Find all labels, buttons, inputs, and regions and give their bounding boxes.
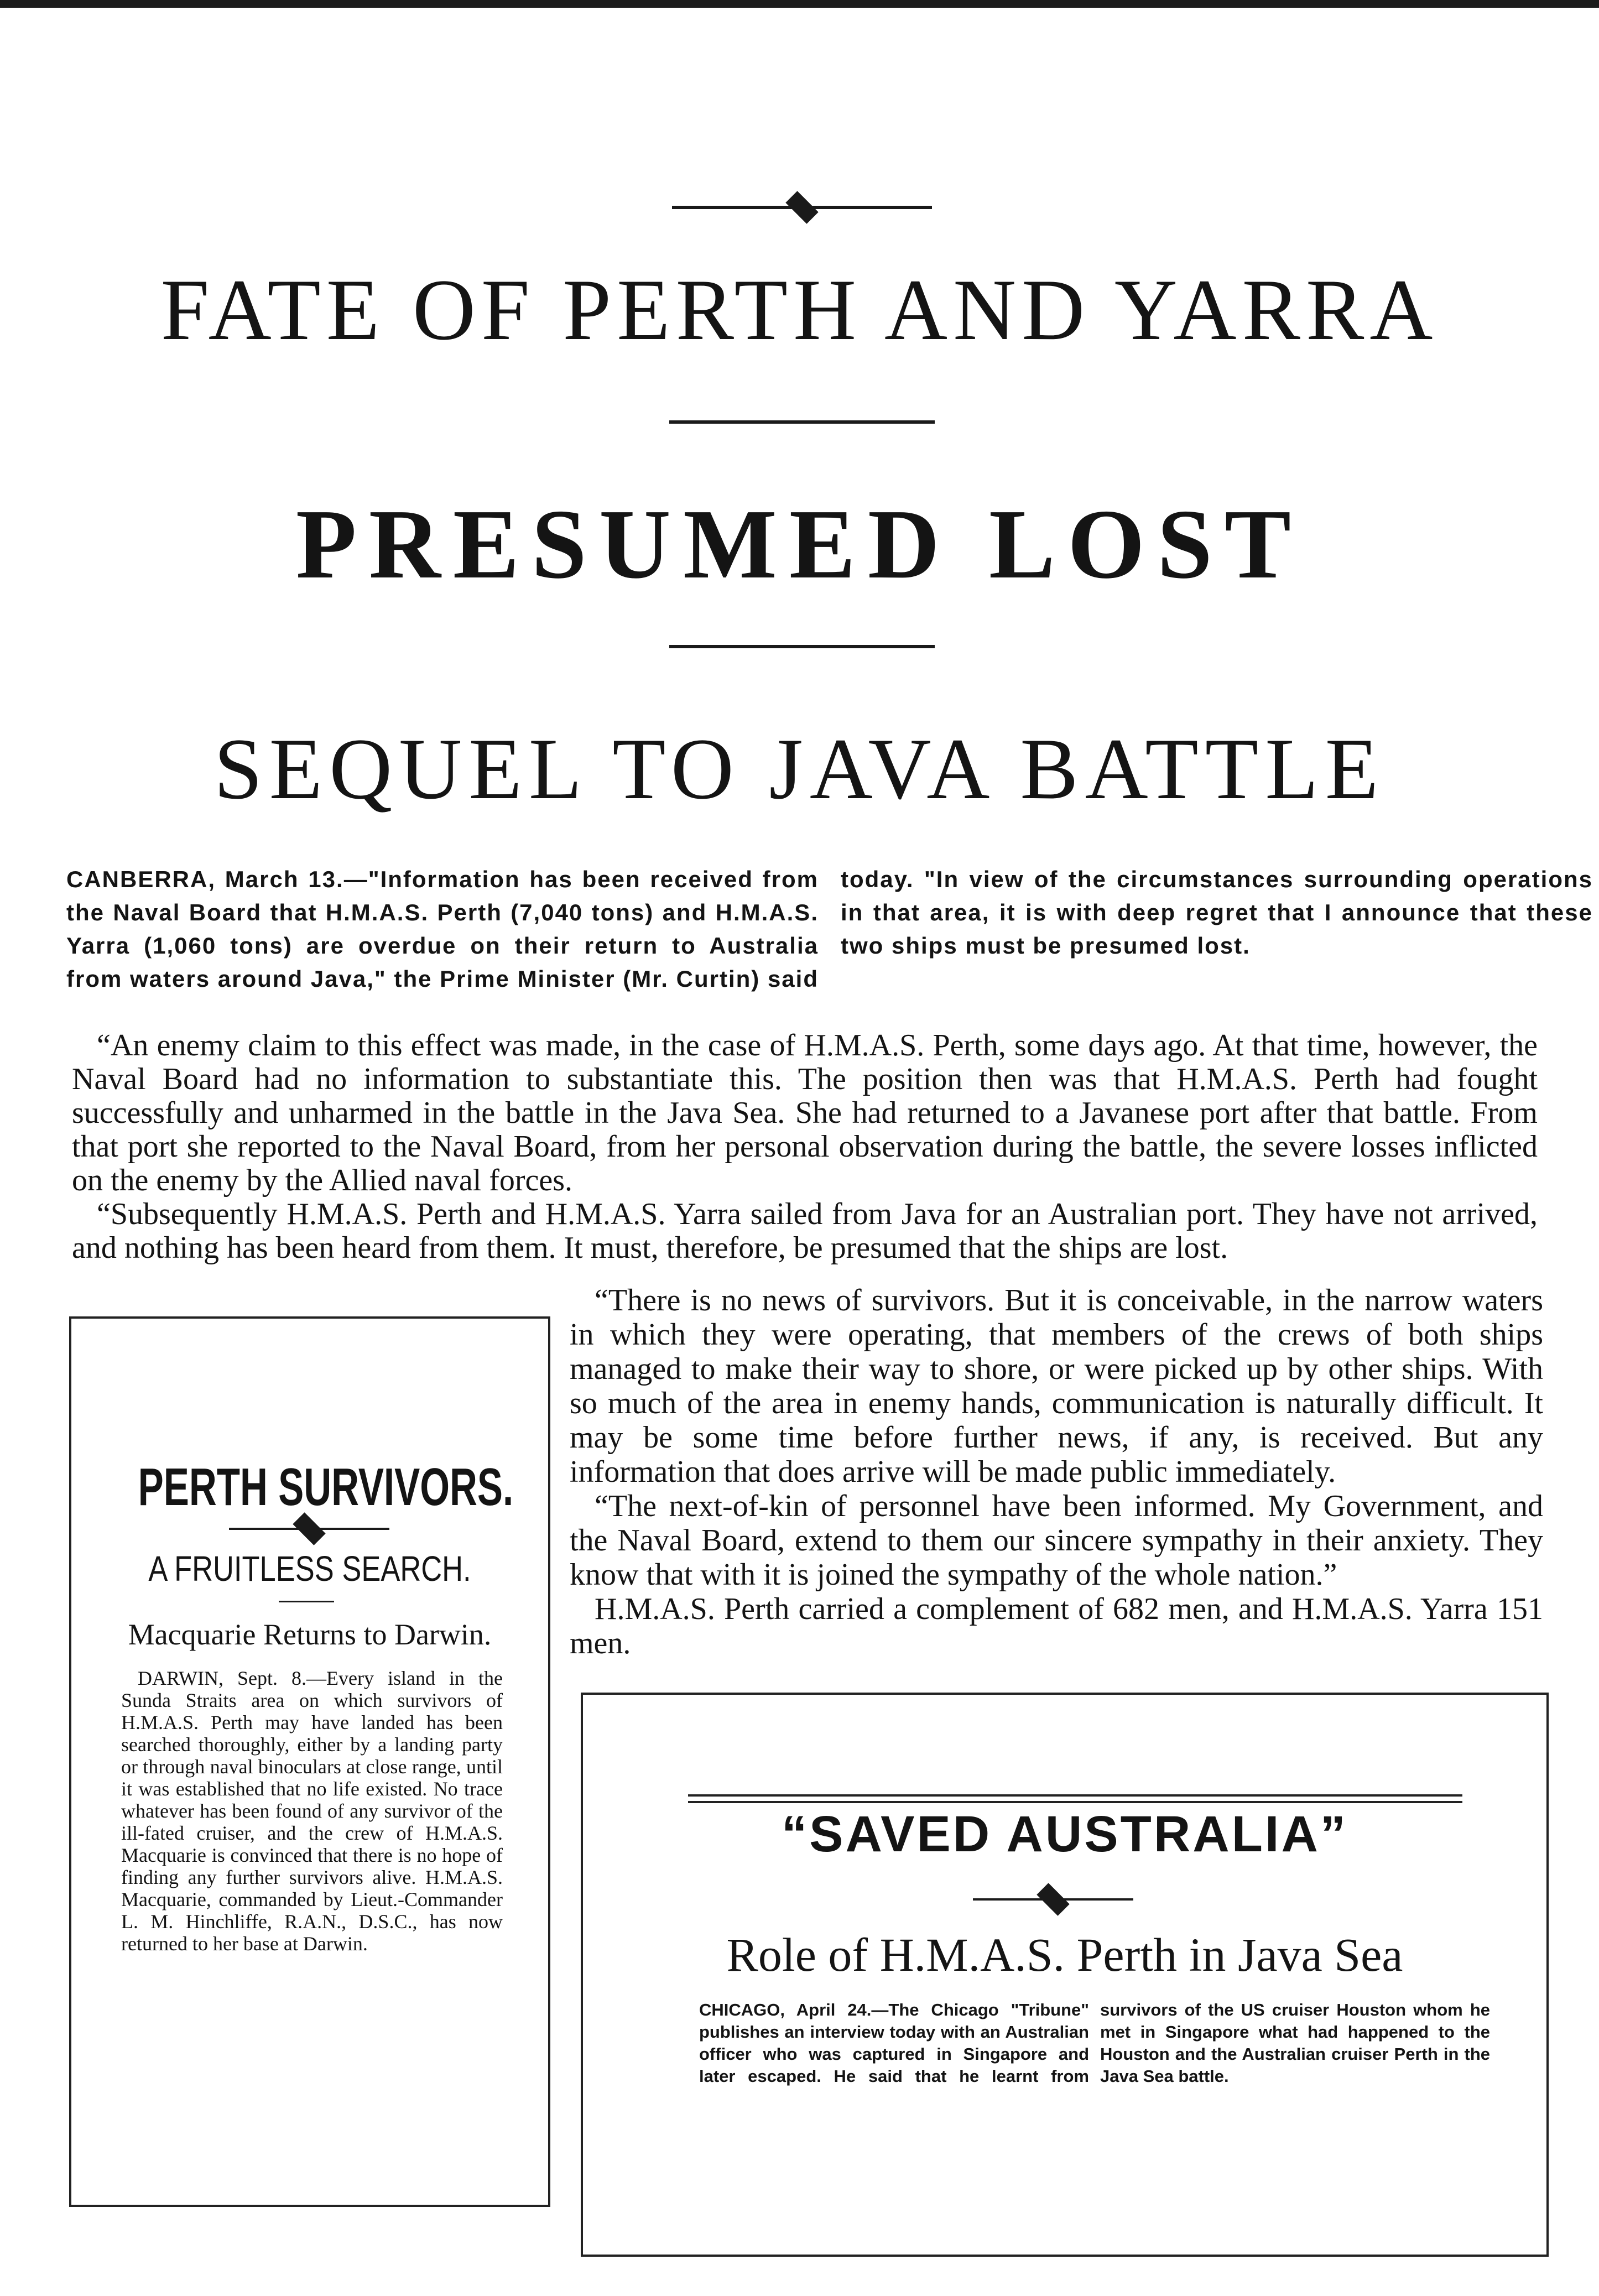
body-paragraph-4: “The next-of-kin of personnel have been informed. My Government, and the Naval Board, extend to them our sincere sympathy in their anxiety. They know that with it is joined the sympathy of the whole nation.”	[570, 1489, 1543, 1592]
survivors-short-rule	[279, 1601, 334, 1602]
article-body-full-width	[72, 1029, 1538, 1265]
perth-survivors-box	[69, 1316, 550, 2207]
survivors-title: PERTH SURVIVORS.	[138, 1457, 514, 1517]
main-headline: FATE OF PERTH AND YARRA	[160, 262, 1439, 358]
lead-paragraph: CANBERRA, March 13.—"Information has been received from the Naval Board that H.M.A.S. Perth (7,040 tons) and H.M.A.S. Yarra (1,060 tons) are overdue on their return to Australia from waters around Java," the Prime Minister (Mr. Curtin) said today. "In view of the circumstances surrounding operations in that area, it is with deep regret that I announce that these two ships must be presumed lost.	[66, 866, 1593, 992]
survivors-subtitle: A FRUITLESS SEARCH.	[148, 1549, 471, 1589]
body-paragraph-5: H.M.A.S. Perth carried a complement of 682 men, and H.M.A.S. Yarra 151 men.	[570, 1592, 1543, 1660]
survivors-ornament-rule	[229, 1528, 389, 1530]
rule-divider-1	[669, 420, 935, 424]
body-paragraph-3: “There is no news of survivors. But it is conceivable, in the narrow waters in which they were operating, that members of the crews of both ships managed to make their way to shore, or were picked up by other ships. With so much of the area in enemy hands, communication is naturally difficult. It may be some time before further news, if any, is received. But any information that does arrive will be made public immediately.	[570, 1283, 1543, 1489]
saved-double-rule-top	[688, 1794, 1462, 1797]
saved-ornament-rule	[973, 1898, 1133, 1901]
ornament-rule-top	[672, 206, 932, 209]
saved-subtitle: Role of H.M.A.S. Perth in Java Sea	[726, 1928, 1403, 1981]
saved-title: “SAVED AUSTRALIA”	[782, 1806, 1348, 1862]
saved-double-rule-bottom	[688, 1801, 1462, 1803]
saved-story: CHICAGO, April 24.—The Chicago "Tribune" publishes an interview today with an Australian officer who was captured in Singapore and later escaped. He said that he learnt from survivors of the US cruiser Houston whom he met in Singapore what had happened to the Houston and the Australian cruiser Perth in the Java Sea battle.	[699, 2000, 1490, 2086]
scan-top-edge	[0, 0, 1599, 8]
third-headline: SEQUEL TO JAVA BATTLE	[213, 721, 1386, 818]
rule-divider-2	[669, 645, 935, 648]
survivors-story: DARWIN, Sept. 8.—Every island in the Sunda Straits area on which survivors of H.M.A.S. Perth may have landed has been searched thoroughly, either by a landing party or through naval binoculars at close range, until it was established that no life existed. No trace whatever has been found of any survivor of the ill-fated cruiser, and the crew of H.M.A.S. Macquarie is convinced that there is no hope of finding any further survivors alive. H.M.A.S. Macquarie, commanded by Lieut.-Commander L. M. Hinchliffe, R.A.N., D.S.C., has now returned to her base at Darwin.	[121, 1667, 503, 1955]
second-headline: PRESUMED LOST	[295, 489, 1304, 599]
saved-australia-box	[581, 1693, 1549, 2257]
survivors-subhead: Macquarie Returns to Darwin.	[128, 1618, 492, 1651]
body-paragraph-2: “Subsequently H.M.A.S. Perth and H.M.A.S. Yarra sailed from Java for an Australian port. They have not arrived, and nothing has been heard from them. It must, therefore, be presumed that the ships are lost.	[72, 1197, 1538, 1265]
article-body-right-column	[570, 1283, 1543, 1660]
body-paragraph-1: “An enemy claim to this effect was made, in the case of H.M.A.S. Perth, some days ago. At that time, however, the Naval Board had no information to substantiate this. The position then was that H.M.A.S. Perth had fought successfully and unharmed in the battle in the Java Sea. She had returned to a Javanese port after that battle. From that port she reported to the Naval Board, from her personal observation during the battle, the severe losses inflicted on the enemy by the Allied naval forces.	[72, 1028, 1538, 1198]
